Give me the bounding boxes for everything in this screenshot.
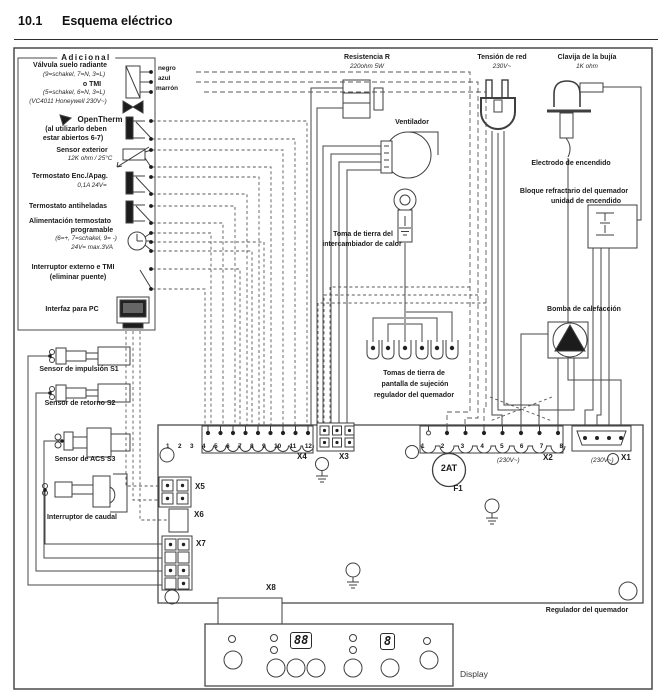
label-electrodo: Electrodo de encendido — [531, 160, 611, 167]
x2-num: 3 — [460, 443, 465, 450]
title-rule — [14, 39, 658, 40]
x4-num: 1 — [166, 443, 170, 450]
x4-num: 8 — [250, 443, 254, 450]
label-antiheladas: Termostato antiheladas — [28, 203, 108, 210]
label-tomas-tierra-2: pantalla de sujeción — [381, 381, 449, 388]
label-tomas-tierra-3: regulador del quemador — [373, 392, 455, 399]
external-switch-icon — [140, 270, 151, 288]
adicional-box-title: Adicional — [57, 54, 115, 63]
x4-num: 3 — [190, 443, 194, 450]
outdoor-sensor-icon — [117, 147, 151, 167]
label-ventilador: Ventilador — [395, 119, 429, 126]
label-x4: X4 — [297, 452, 307, 461]
label-clavija: Clavija de la bujía — [557, 54, 617, 61]
label-x2-volt: (230V~) — [497, 457, 520, 464]
connector-x1 — [572, 426, 631, 451]
label-clavija-sub: 1K ohm — [576, 63, 598, 70]
label-x2: X2 — [543, 453, 553, 462]
label-regulador: Regulador del quemador — [545, 607, 629, 614]
seven-segment-display-single: 8 — [380, 633, 395, 650]
label-valvula-sub1: (9=schakel, 7=N, 3=L) — [42, 70, 106, 78]
label-sensor-s3: Sensor de ACS S3 — [54, 456, 116, 463]
display-panel — [205, 624, 453, 686]
label-sensor-s1: Sensor de impulsión S1 — [39, 366, 119, 373]
flow-switch-icon — [43, 474, 128, 512]
label-sensor-exterior: Sensor exterior — [56, 147, 108, 154]
x2-num: 7 — [539, 443, 544, 450]
label-bloque-2: unidad de encendido — [550, 197, 622, 205]
antifreeze-thermostat-icon — [126, 201, 151, 223]
label-valvula-sub2: (5=schakel, 6=N, 3=L) — [42, 89, 106, 96]
label-resistencia: Resistencia R — [344, 54, 390, 61]
label-resistencia-sub: 220ohm 5W — [350, 63, 384, 70]
label-valvula: Válvula suelo radiante — [33, 62, 107, 69]
label-sensor-s2: Sensor de retorno S2 — [44, 400, 116, 407]
label-opentherm-note1: (al utilizarlo deben — [45, 126, 107, 133]
spark-plug-icon — [547, 81, 603, 157]
label-tension: Tensión de red — [477, 54, 527, 61]
x4-num: 12 — [304, 443, 312, 450]
label-x6: X6 — [194, 510, 204, 519]
label-valvula-tmi: o TMI — [82, 80, 102, 88]
label-interruptor-externo-2: (eliminar puente) — [49, 274, 107, 281]
x4-num: 5 — [214, 443, 218, 450]
label-x1-volt: (230V~) — [591, 457, 614, 464]
seven-segment-display-main: 88 — [290, 632, 312, 649]
x4-num: 9 — [262, 443, 266, 450]
page-title: Esquema eléctrico — [62, 14, 173, 28]
x4-num: 4 — [202, 443, 206, 450]
label-fuse-value: 2AT — [440, 463, 458, 473]
mounting-holes — [160, 446, 637, 605]
connector-x3 — [317, 423, 354, 451]
x4-terminal-numbers — [166, 443, 312, 450]
x4-num: 7 — [238, 443, 242, 450]
thermostat-onoff-icon — [126, 172, 151, 194]
label-x7: X7 — [196, 539, 206, 548]
label-wire-azul: azul — [158, 75, 171, 82]
clock-thermostat-icon — [128, 232, 151, 250]
label-wire-marron: marrón — [156, 85, 179, 92]
label-caudal: Interruptor de caudal — [46, 514, 118, 521]
x2-terminal-numbers — [421, 443, 563, 450]
x2-num: 8 — [559, 443, 563, 450]
label-x3: X3 — [339, 452, 349, 461]
x4-num: 10 — [274, 443, 282, 450]
sensor-s1-icon — [50, 347, 131, 365]
ring-terminal-icon — [394, 189, 416, 242]
x2-num: 6 — [519, 443, 524, 450]
connector-x6 — [169, 509, 188, 532]
x4-num: 6 — [226, 443, 230, 450]
label-alimentacion-2: programable — [70, 227, 114, 234]
label-alimentacion-1: Alimentación termostato — [28, 218, 112, 225]
pump-icon — [548, 322, 588, 358]
label-valvula-sub3: (VC4011 Honeywell 230V~) — [29, 98, 107, 105]
pc-monitor-icon — [117, 297, 149, 328]
valve-icon — [123, 66, 143, 113]
fan-icon — [381, 132, 438, 178]
label-alimentacion-sub1: (6=+, 7=schakel, 9= -) — [55, 235, 117, 242]
label-x5: X5 — [195, 482, 205, 491]
label-fuse-f1: F1 — [453, 484, 463, 493]
label-interfaz-pc: Interfaz para PC — [45, 306, 99, 313]
section-number: 10.1 — [18, 14, 43, 28]
label-sensor-exterior-sub: 12K ohm / 25°C — [67, 155, 113, 162]
solid-wires — [28, 72, 641, 585]
label-bomba: Bomba de calefacción — [547, 306, 621, 313]
connector-x7 — [162, 536, 192, 590]
label-bloque-1: Bloque refractario del quemador — [519, 188, 629, 195]
x2-num: 1 — [421, 443, 425, 450]
label-opentherm: OpenTherm — [77, 115, 123, 124]
label-interruptor-externo-1: Interruptor externo e TMI — [31, 264, 115, 271]
x2-num: 4 — [480, 443, 484, 450]
plug-icon — [481, 80, 515, 129]
x2-num: 5 — [500, 443, 504, 450]
ground-lugs-icon — [367, 340, 458, 359]
label-display: Display — [460, 669, 488, 679]
label-termostato-onoff: Termostato Enc./Apag. — [32, 173, 108, 180]
label-toma-tierra-2: intercambiador de calor — [322, 241, 402, 248]
label-toma-tierra-1: Toma de tierra del — [333, 231, 393, 238]
label-x8: X8 — [266, 583, 276, 592]
sensor-s3-icon — [55, 428, 130, 457]
label-wire-negro: negro — [158, 65, 176, 72]
label-opentherm-note2: estar abiertos 6-7) — [42, 135, 104, 142]
connector-x5 — [159, 477, 191, 507]
label-termostato-sub: 0,1A 24V= — [77, 182, 107, 189]
x4-num: 11 — [289, 443, 297, 450]
label-x1: X1 — [621, 453, 631, 462]
ignition-block-icon — [588, 205, 637, 248]
label-alimentacion-sub2: 24V= max.3VA — [71, 244, 113, 251]
earth-symbols — [316, 458, 500, 589]
x2-num: 2 — [440, 443, 445, 450]
resistor-icon — [343, 80, 383, 118]
label-tomas-tierra-1: Tomas de tierra de — [383, 370, 445, 377]
label-tension-sub: 230V~ — [492, 63, 512, 70]
x4-num: 2 — [178, 443, 182, 450]
